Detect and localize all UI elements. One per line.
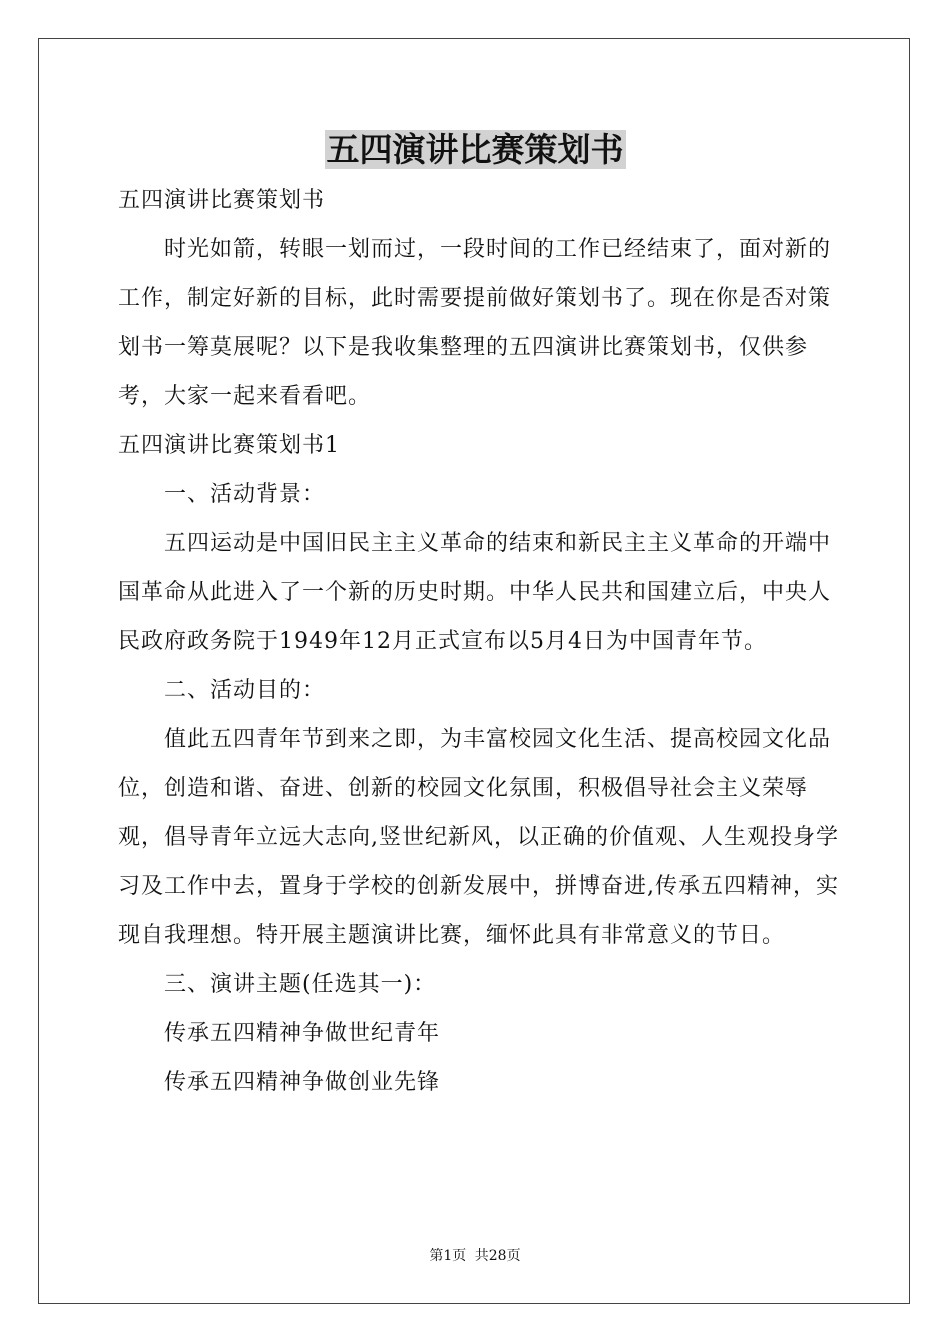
page-total: 共28页 <box>474 1248 521 1264</box>
paragraph-purpose: 值此五四青年节到来之即，为丰富校园文化生活、提高校园文化品位，创造和谐、奋进、创新的校园文化氛围，积极倡导社会主义荣辱观，倡导青年立远大志向,竖世纪新风，以正确的价值观、人生观投身学习及工作中去，置身于学校的创新发展中，拼博奋进,传承五四精神，实现自我理想。特开展主题演讲比赛，缅怀此具有非常意义的节日。 <box>118 727 839 948</box>
paragraph-intro: 时光如箭，转眼一划而过，一段时间的工作已经结束了，面对新的工作，制定好新的目标，此时需要提前做好策划书了。现在你是否对策划书一筹莫展呢？以下是我收集整理的五四演讲比赛策划书，仅供参考，大家一起来看看吧。 <box>118 237 832 409</box>
paragraph-section-heading: 五四演讲比赛策划书1 <box>118 433 340 458</box>
document-title-text: 五四演讲比赛策划书 <box>326 130 624 169</box>
paragraph-heading-background: 一、活动背景： <box>164 482 326 507</box>
page-number: 第1页 <box>429 1248 467 1264</box>
paragraph-subtitle: 五四演讲比赛策划书 <box>118 188 326 213</box>
paragraph-heading-theme: 三、演讲主题(任选其一)： <box>164 972 437 997</box>
document-title <box>0 128 950 172</box>
paragraph-theme-option-2: 传承五四精神争做创业先锋 <box>164 1070 441 1095</box>
paragraph-background: 五四运动是中国旧民主主义革命的结束和新民主主义革命的开端中国革命从此进入了一个新的历史时期。中华人民共和国建立后，中央人民政府政务院于1949年12月正式宣布以5月4日为中国青年节。 <box>118 531 832 654</box>
page-footer <box>0 1246 950 1266</box>
document-body <box>118 176 840 1107</box>
paragraph-heading-purpose: 二、活动目的： <box>164 678 326 703</box>
paragraph-theme-option-1: 传承五四精神争做世纪青年 <box>164 1021 441 1046</box>
